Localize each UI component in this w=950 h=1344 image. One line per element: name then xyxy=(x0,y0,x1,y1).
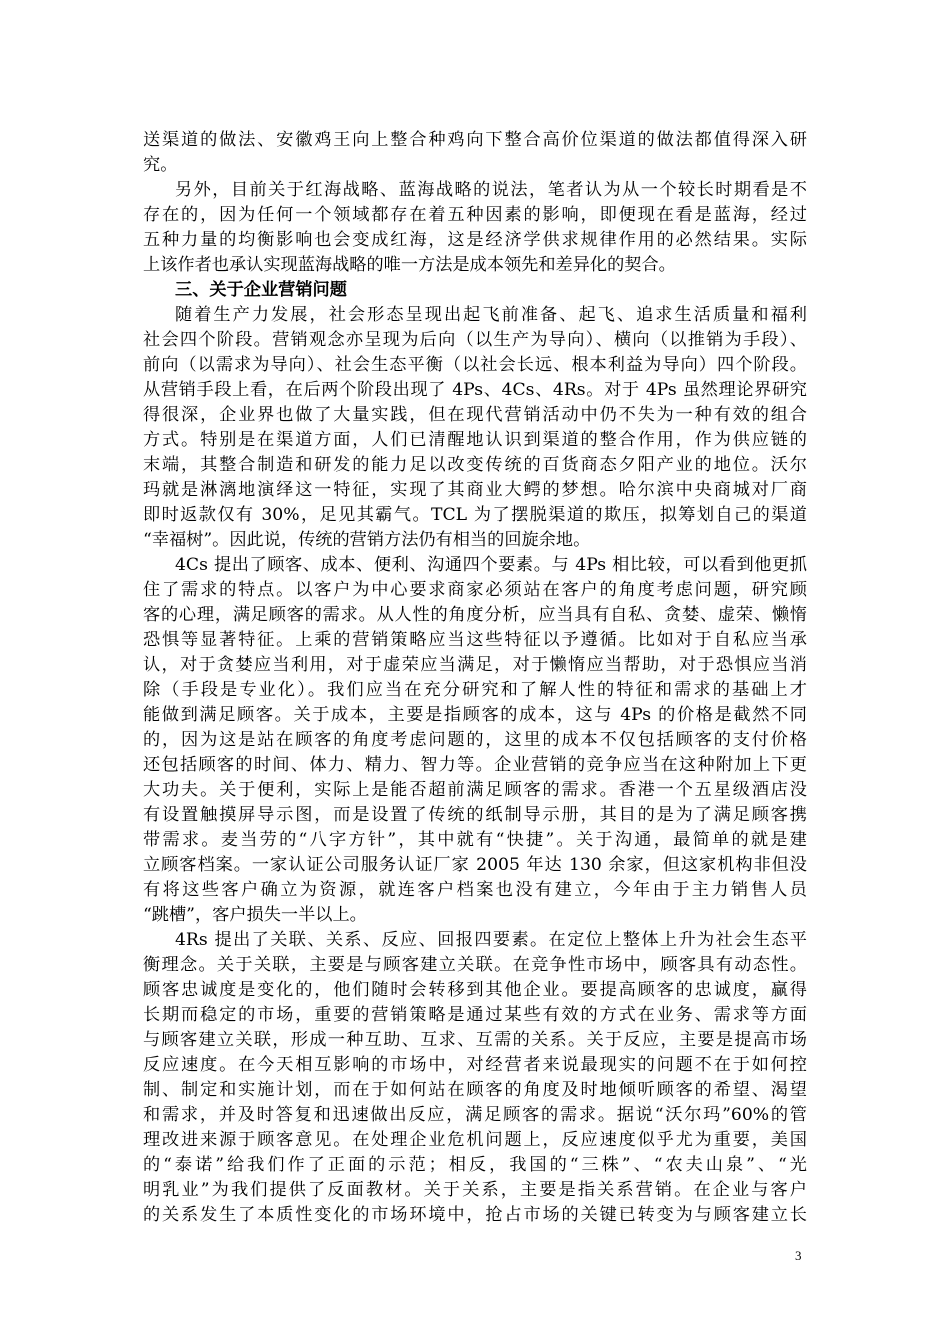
text-line: 得很深，企业界也做了大量实践，但在现代营销活动中仍不失为一种有效的组合 xyxy=(143,405,807,425)
text-line: 的“泰诺”给我们作了正面的示范；相反，我国的“三株”、“农夫山泉”、“光 xyxy=(143,1155,807,1175)
text-line: 五种力量的均衡影响也会变成红海，这是经济学供求规律作用的必然结果。实际 xyxy=(143,230,807,250)
text-line: “幸福树”。因此说，传统的营销方法仍有相当的回旋余地。 xyxy=(143,530,591,550)
text-line: 的，因为这是站在顾客的角度考虑问题的，这里的成本不仅包括顾客的支付价格 xyxy=(143,730,807,750)
text-line: 有将这些客户确立为资源，就连客户档案也没有建立，今年由于主力销售人员 xyxy=(143,880,807,900)
text-line: 理改进来源于顾客意见。在处理企业危机问题上，反应速度似乎尤为重要，美国 xyxy=(143,1130,807,1150)
text-line: 即时返款仅有 30%，足见其霸气。TCL 为了摆脱渠道的欺压，拟筹划自己的渠道 xyxy=(143,505,807,525)
text-line: 送渠道的做法、安徽鸡王向上整合种鸡向下整合高价位渠道的做法都值得深入研 xyxy=(143,130,807,150)
text-line: 住了需求的特点。以客户为中心要求商家必须站在客户的角度考虑问题，研究顾 xyxy=(143,580,807,600)
text-line: 立顾客档案。一家认证公司服务认证厂家 2005 年达 130 余家，但这家机构非但没 xyxy=(143,855,807,875)
text-line: 认，对于贪婪应当利用，对于虚荣应当满足，对于懒惰应当帮助，对于恐惧应当消 xyxy=(143,655,807,675)
text-line: 玛就是淋漓地演绎这一特征，实现了其商业大鳄的梦想。哈尔滨中央商城对厂商 xyxy=(143,480,807,500)
text-line: 4Rs 提出了关联、关系、反应、回报四要素。在定位上整体上升为社会生态平 xyxy=(175,930,807,950)
text-line: 另外，目前关于红海战略、蓝海战略的说法，笔者认为从一个较长时期看是不 xyxy=(175,180,807,200)
text-line: 反应速度。在今天相互影响的市场中，对经营者来说最现实的问题不在于如何控 xyxy=(143,1055,807,1075)
text-line: 能做到满足顾客。关于成本，主要是指顾客的成本，这与 4Ps 的价格是截然不同 xyxy=(143,705,807,725)
text-line: 社会四个阶段。营销观念亦呈现为后向（以生产为导向）、横向（以推销为手段）、 xyxy=(143,330,807,350)
text-line: “跳槽”，客户损失一半以上。 xyxy=(143,905,367,925)
text-line: 客的心理，满足顾客的需求。从人性的角度分析，应当具有自私、贪婪、虚荣、懒惰 xyxy=(143,605,807,625)
text-line: 上该作者也承认实现蓝海战略的唯一方法是成本领先和差异化的契合。 xyxy=(143,255,676,275)
text-line: 大功夫。关于便利，实际上是能否超前满足顾客的需求。香港一个五星级酒店没 xyxy=(143,780,807,800)
text-line: 前向（以需求为导向）、社会生态平衡（以社会长远、根本利益为导向）四个阶段。 xyxy=(143,355,807,375)
text-line: 制、制定和实施计划，而在于如何站在顾客的角度及时地倾听顾客的希望、渴望 xyxy=(143,1080,807,1100)
text-line: 究。 xyxy=(143,155,178,175)
text-line: 明乳业”为我们提供了反面教材。关于关系，主要是指关系营销。在企业与客户 xyxy=(143,1180,807,1200)
text-line: 顾客忠诚度是变化的，他们随时会转移到其他企业。要提高顾客的忠诚度，赢得 xyxy=(143,980,807,1000)
text-line: 末端，其整合制造和研发的能力足以改变传统的百货商态夕阳产业的地位。沃尔 xyxy=(143,455,807,475)
text-line: 除（手段是专业化）。我们应当在充分研究和了解人性的特征和需求的基础上才 xyxy=(143,680,807,700)
text-line: 从营销手段上看，在后两个阶段出现了 4Ps、4Cs、4Rs。对于 4Ps 虽然理论界研究 xyxy=(143,380,807,400)
text-line: 衡理念。关于关联，主要是与顾客建立关联。在竞争性市场中，顾客具有动态性。 xyxy=(143,955,807,975)
section-heading: 三、关于企业营销问题 xyxy=(175,280,347,300)
text-line: 有设置触摸屏导示图，而是设置了传统的纸制导示册，其目的是为了满足顾客携 xyxy=(143,805,807,825)
text-line: 与顾客建立关联，形成一种互助、互求、互需的关系。关于反应，主要是提高市场 xyxy=(143,1030,807,1050)
text-line: 还包括顾客的时间、体力、精力、智力等。企业营销的竞争应当在这种附加上下更 xyxy=(143,755,807,775)
text-line: 存在的，因为任何一个领域都存在着五种因素的影响，即便现在看是蓝海，经过 xyxy=(143,205,807,225)
text-line: 4Cs 提出了顾客、成本、便利、沟通四个要素。与 4Ps 相比较，可以看到他更抓 xyxy=(175,555,807,575)
text-line: 和需求，并及时答复和迅速做出反应，满足顾客的需求。据说“沃尔玛”60%的管 xyxy=(143,1105,807,1125)
page-number: 3 xyxy=(795,1248,802,1263)
text-line: 恐惧等显著特征。上乘的营销策略应当这些特征以予遵循。比如对于自私应当承 xyxy=(143,630,807,650)
text-line: 的关系发生了本质性变化的市场环境中，抢占市场的关键已转变为与顾客建立长 xyxy=(143,1205,807,1225)
text-line: 长期而稳定的市场，重要的营销策略是通过某些有效的方式在业务、需求等方面 xyxy=(143,1005,807,1025)
text-line: 方式。特别是在渠道方面，人们已清醒地认识到渠道的整合作用，作为供应链的 xyxy=(143,430,807,450)
text-line: 带需求。麦当劳的“八字方针”，其中就有“快捷”。关于沟通，最简单的就是建 xyxy=(143,830,807,850)
text-line: 随着生产力发展，社会形态呈现出起飞前准备、起飞、追求生活质量和福利 xyxy=(175,305,807,325)
